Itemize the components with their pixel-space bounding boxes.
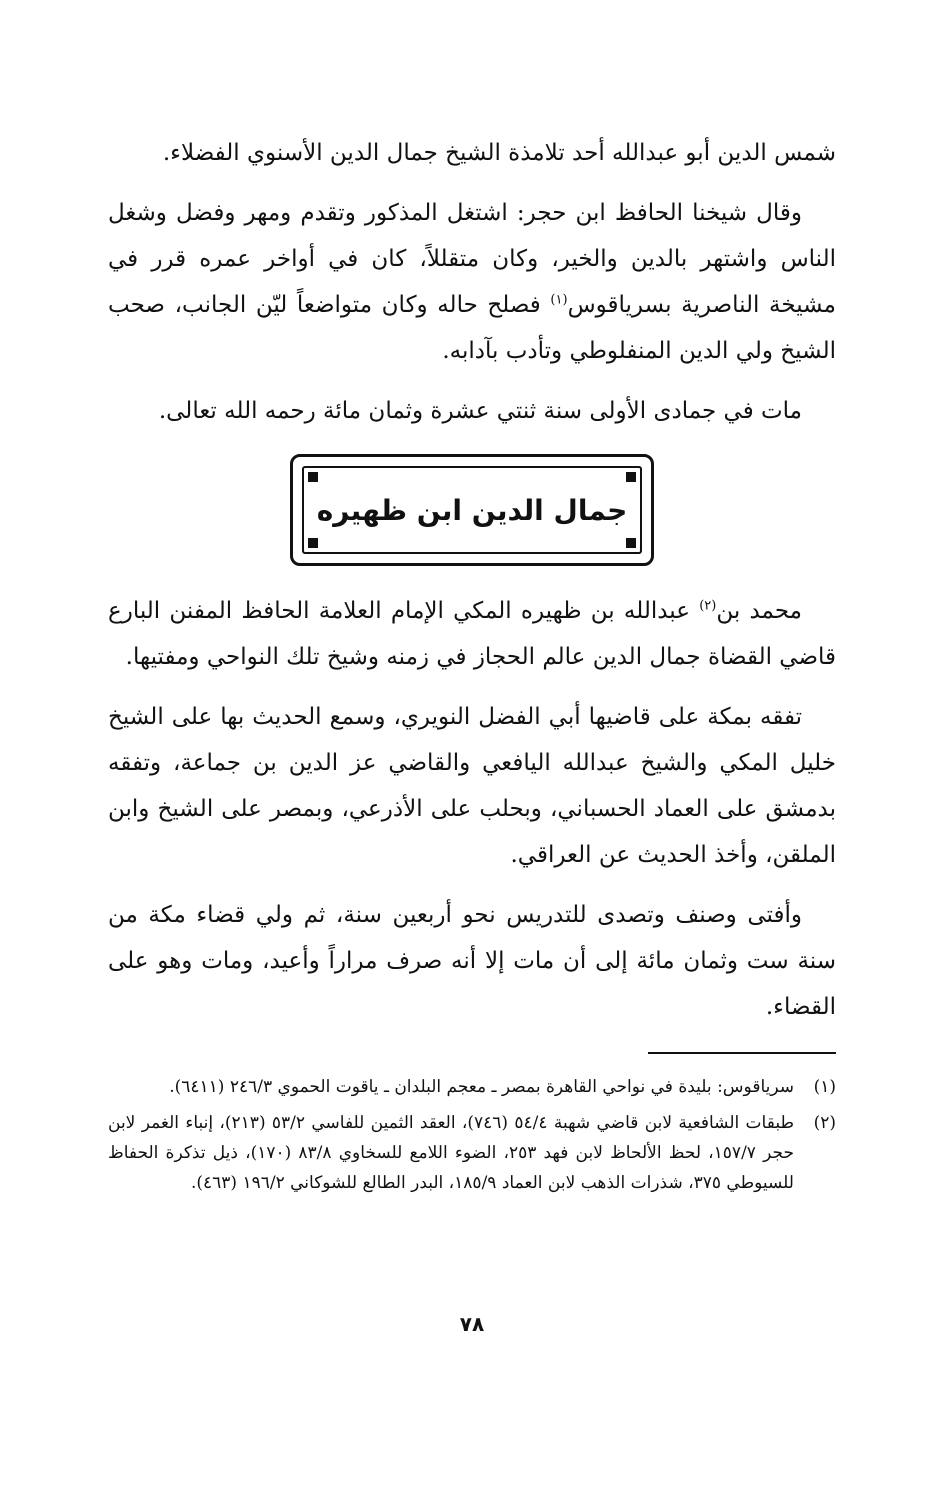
footnote-1 (108, 1072, 836, 1102)
paragraph-bio-intro (108, 588, 836, 680)
footnote-ref-2[interactable]: (٢) (699, 598, 717, 614)
footnote-ref-1[interactable]: (١) (550, 292, 568, 308)
paragraph-text: عبدالله بن ظهيره المكي الإمام العلامة الحافظ المفنن البارع قاضي القضاة جمال الدين عالم الحجاز في زمنه وشيخ تلك النواحي ومفتيها. (108, 598, 836, 670)
paragraph-continuation: شمس الدين أبو عبدالله أحد تلامذة الشيخ جمال الدين الأسنوي الفضلاء. (162, 140, 836, 166)
page-body (108, 130, 836, 1204)
paragraph-ibn-hajar-quote (108, 190, 836, 374)
footnote-2 (108, 1108, 836, 1198)
corner-ornament (308, 472, 318, 482)
paragraph-text: وقال شيخنا الحافظ ابن حجر: اشتغل المذكور وتقدم ومهر وفضل وشغل الناس واشتهر بالدين والخير، وكان متقللاً، كان في أواخر عمره قرر في مشيخة الناصرية بسرياقوس (108, 200, 837, 318)
paragraph-bio-study: تفقه بمكة على قاضيها أبي الفضل النويري، وسمع الحديث بها على الشيخ خليل المكي والشيخ عبدالله اليافعي والقاضي عز الدين بن جماعة، وتفقه بدمشق على العماد الحسباني، وبحلب على الأذرعي، وبمصر على الشيخ وابن الملقن، وأخذ الحديث عن العراقي. (108, 704, 836, 868)
footnote-separator (648, 1052, 836, 1054)
paragraph-bio-career: وأفتى وصنف وتصدى للتدريس نحو أربعين سنة، ثم ولي قضاء مكة من سنة ست وثمان مائة إلى أن مات إلا أنه صرف مراراً وأعيد، ومات وهو على القضاء. (108, 902, 836, 1020)
section-title-frame (108, 454, 836, 566)
paragraph-text: فصلح حاله وكان متواضعاً ليّن الجانب، صحب الشيخ ولي الدين المنفلوطي وتأدب بآدابه. (108, 292, 836, 364)
section-title: جمال الدين ابن ظهيره (316, 493, 628, 527)
paragraph-death: مات في جمادى الأولى سنة ثنتي عشرة وثمان مائة رحمه الله تعالى. (158, 398, 802, 424)
footnote-number: (١) (813, 1077, 836, 1097)
corner-ornament (626, 538, 636, 548)
title-inner-border (302, 466, 642, 554)
footnote-text: طبقات الشافعية لابن قاضي شهبة ٥٤/٤ (٧٤٦)، العقد الثمين للفاسي ٥٣/٢ (٢١٣)، إنباء الغمر لابن حجر ١٥٧/٧، لحظ الألحاظ لابن فهد ٢٥٣، الضوء اللامع للسخاوي ٨٣/٨ (١٧٠)، ذيل تذكرة الحفاظ للسيوطي ٣٧٥، شذرات الذهب لابن العماد ١٨٥/٩، البدر الطالع للشوكاني ١٩٦/٢ (٤٦٣). (108, 1113, 794, 1193)
footnote-text: سرياقوس: بليدة في نواحي القاهرة بمصر ـ معجم البلدان ـ ياقوت الحموي ٢٤٦/٣ (٦٤١١). (169, 1077, 794, 1097)
page-number: ٧٨ (459, 1312, 485, 1336)
paragraph-text: محمد بن (716, 598, 803, 624)
footnote-number: (٢) (813, 1113, 836, 1133)
title-outer-border (290, 454, 654, 566)
